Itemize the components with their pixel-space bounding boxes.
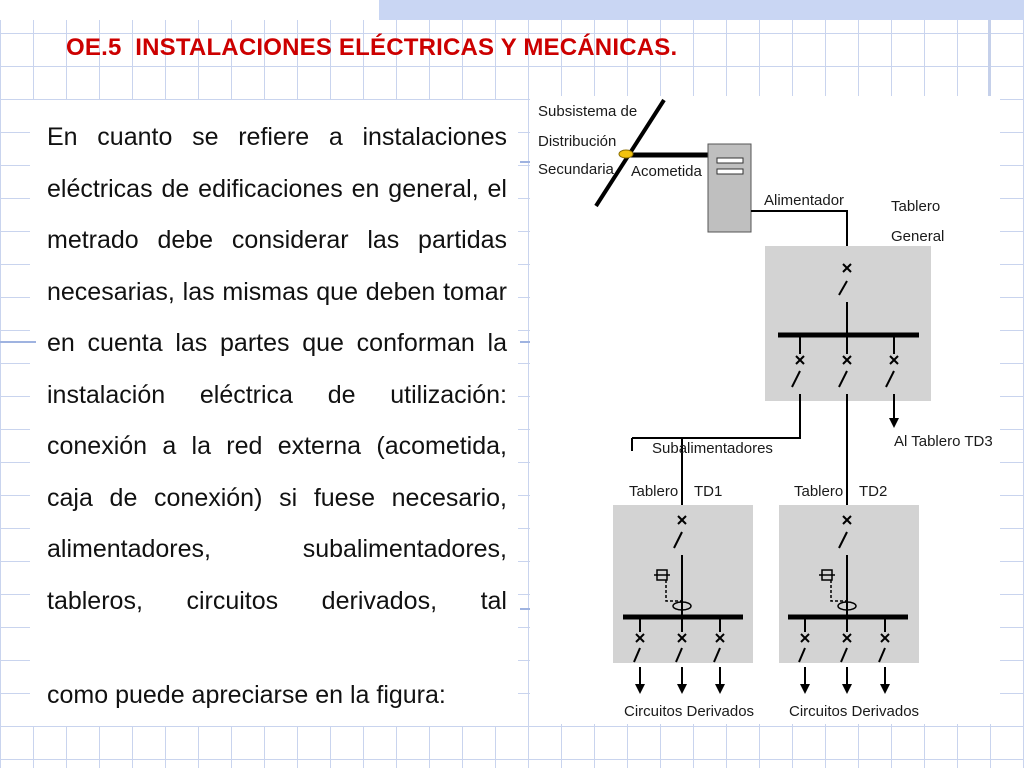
alimentador-label: Alimentador xyxy=(764,192,845,209)
subsistema-label-line1: Subsistema de xyxy=(538,103,638,120)
tablero-td1-label: Tablero xyxy=(629,483,679,500)
td1-label: TD1 xyxy=(694,483,723,500)
meter-box xyxy=(708,144,751,232)
right-decorative-rule xyxy=(988,20,991,98)
subalimentadores-label: Subalimentadores xyxy=(652,440,773,457)
tablero-general-label-line2: General xyxy=(891,228,945,245)
left-tick-mark xyxy=(0,341,36,343)
electrical-distribution-diagram xyxy=(530,96,1000,724)
subsistema-label-line3: Secundaria xyxy=(538,161,614,178)
body-paragraph-last-line: como puede apreciarse en la figura: xyxy=(47,681,446,709)
tablero-general-label-line1: Tablero xyxy=(891,198,941,215)
tablero-td2-label: Tablero xyxy=(794,483,844,500)
circuitos-derivados-td2-label: Circuitos Derivados xyxy=(789,703,920,720)
subsistema-label-line2: Distribución xyxy=(538,133,617,150)
connector-icon xyxy=(619,150,633,158)
al-tablero-td3-label: Al Tablero TD3 xyxy=(894,433,993,450)
circuitos-derivados-td1-label: Circuitos Derivados xyxy=(624,703,755,720)
arrow-down-icon xyxy=(889,418,899,428)
meter-slot xyxy=(717,169,743,174)
meter-slot xyxy=(717,158,743,163)
acometida-label: Acometida xyxy=(631,163,702,180)
top-decorative-band xyxy=(0,0,1024,20)
body-paragraph: En cuanto se refiere a instalaciones eléctricas de edificaciones en general, el metrado debe considerar las partidas necesarias, las mismas que deben tomar en cuenta las partes que conforman la instalación eléctrica de utilización: conexión a la red externa (acometida, caja de conexión) si fuese necesario, alimentadores, subalimentadores, tableros, circuitos derivados, tal xyxy=(47,123,507,615)
td2-label: TD2 xyxy=(859,483,888,500)
slide-title: OE.5 INSTALACIONES ELÉCTRICAS Y MECÁNICAS. xyxy=(66,34,678,61)
